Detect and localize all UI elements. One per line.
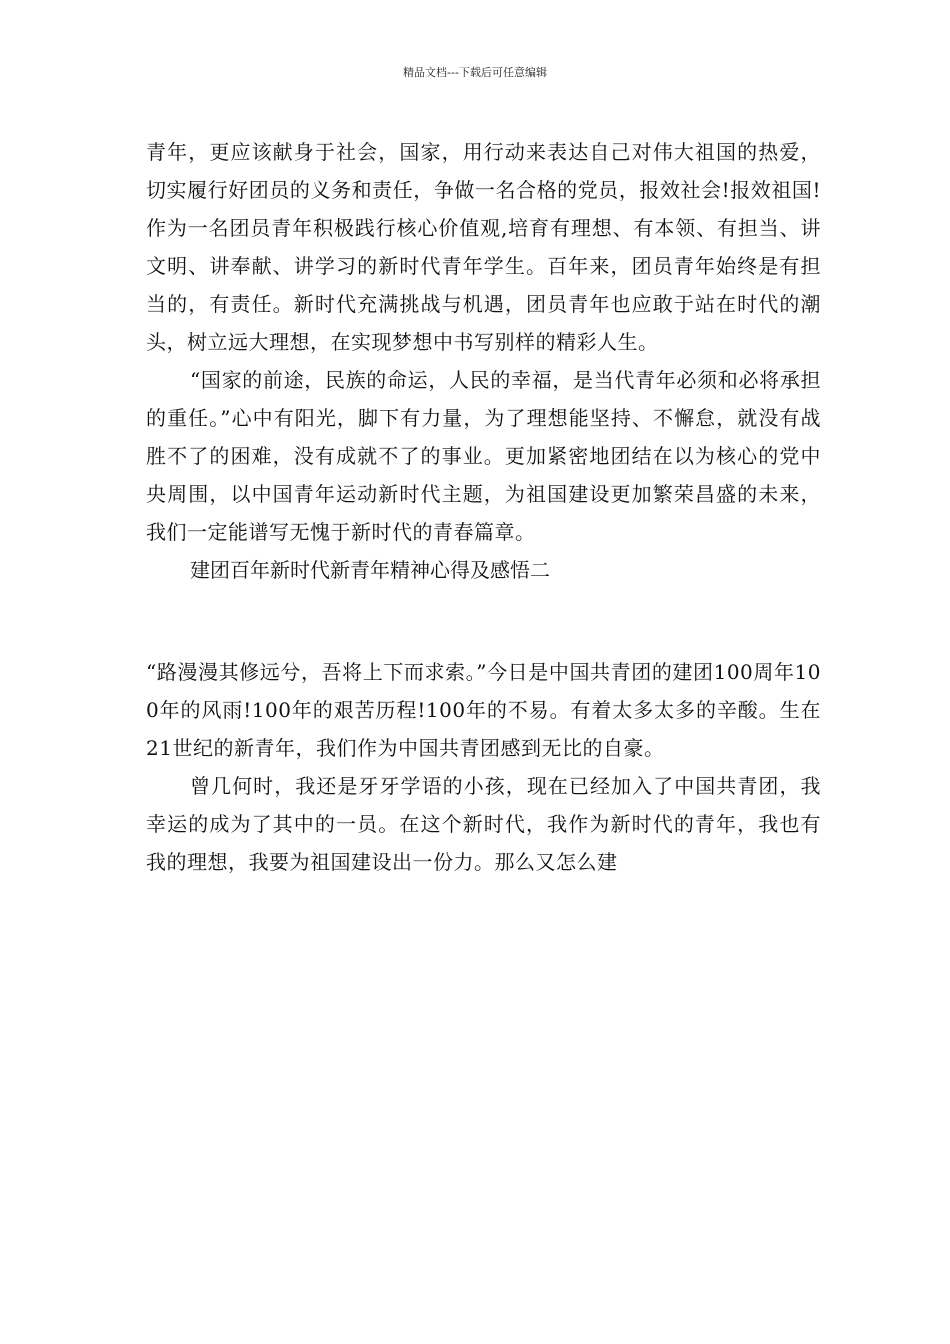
paragraph-4: 曾几何时，我还是牙牙学语的小孩，现在已经加入了中国共青团，我幸运的成为了其中的一员。在这个新时代，我作为新时代的青年，我也有我的理想，我要为祖国建设出一份力。那么又怎么建 <box>146 774 821 874</box>
page-header: 精品文档---下载后可任意编辑 <box>403 66 547 79</box>
spacer <box>146 589 821 653</box>
paragraph-3: “路漫漫其修远兮，吾将上下而求索。”今日是中国共青团的建团100周年100年的风雨!100年的艰苦历程!100年的不易。有着太多太多的辛酸。生在21世纪的新青年，我们作为中国共青团感到无比的自豪。 <box>146 660 821 760</box>
paragraph-1: 青年，更应该献身于社会，国家，用行动来表达自己对伟大祖国的热爱，切实履行好团员的义务和责任，争做一名合格的党员，报效社会!报效祖国!作为一名团员青年积极践行核心价值观,培育有理想、有本领、有担当、讲文明、讲奉献、讲学习的新时代青年学生。百年来，团员青年始终是有担当的，有责任。新时代充满挑战与机遇，团员青年也应敢于站在时代的潮头，树立远大理想，在实现梦想中书写别样的精彩人生。 <box>146 140 821 354</box>
document-body <box>146 133 821 881</box>
paragraph-2: “国家的前途，民族的命运，人民的幸福，是当代青年必须和必将承担的重任。”心中有阳光，脚下有力量，为了理想能坚持、不懈怠，就没有战胜不了的困难，没有成就不了的事业。更加紧密地团结在以为核心的党中央周围，以中国青年运动新时代主题，为祖国建设更加繁荣昌盛的未来，我们一定能谱写无愧于新时代的青春篇章。 <box>146 368 821 544</box>
section-heading: 建团百年新时代新青年精神心得及感悟二 <box>190 558 550 582</box>
